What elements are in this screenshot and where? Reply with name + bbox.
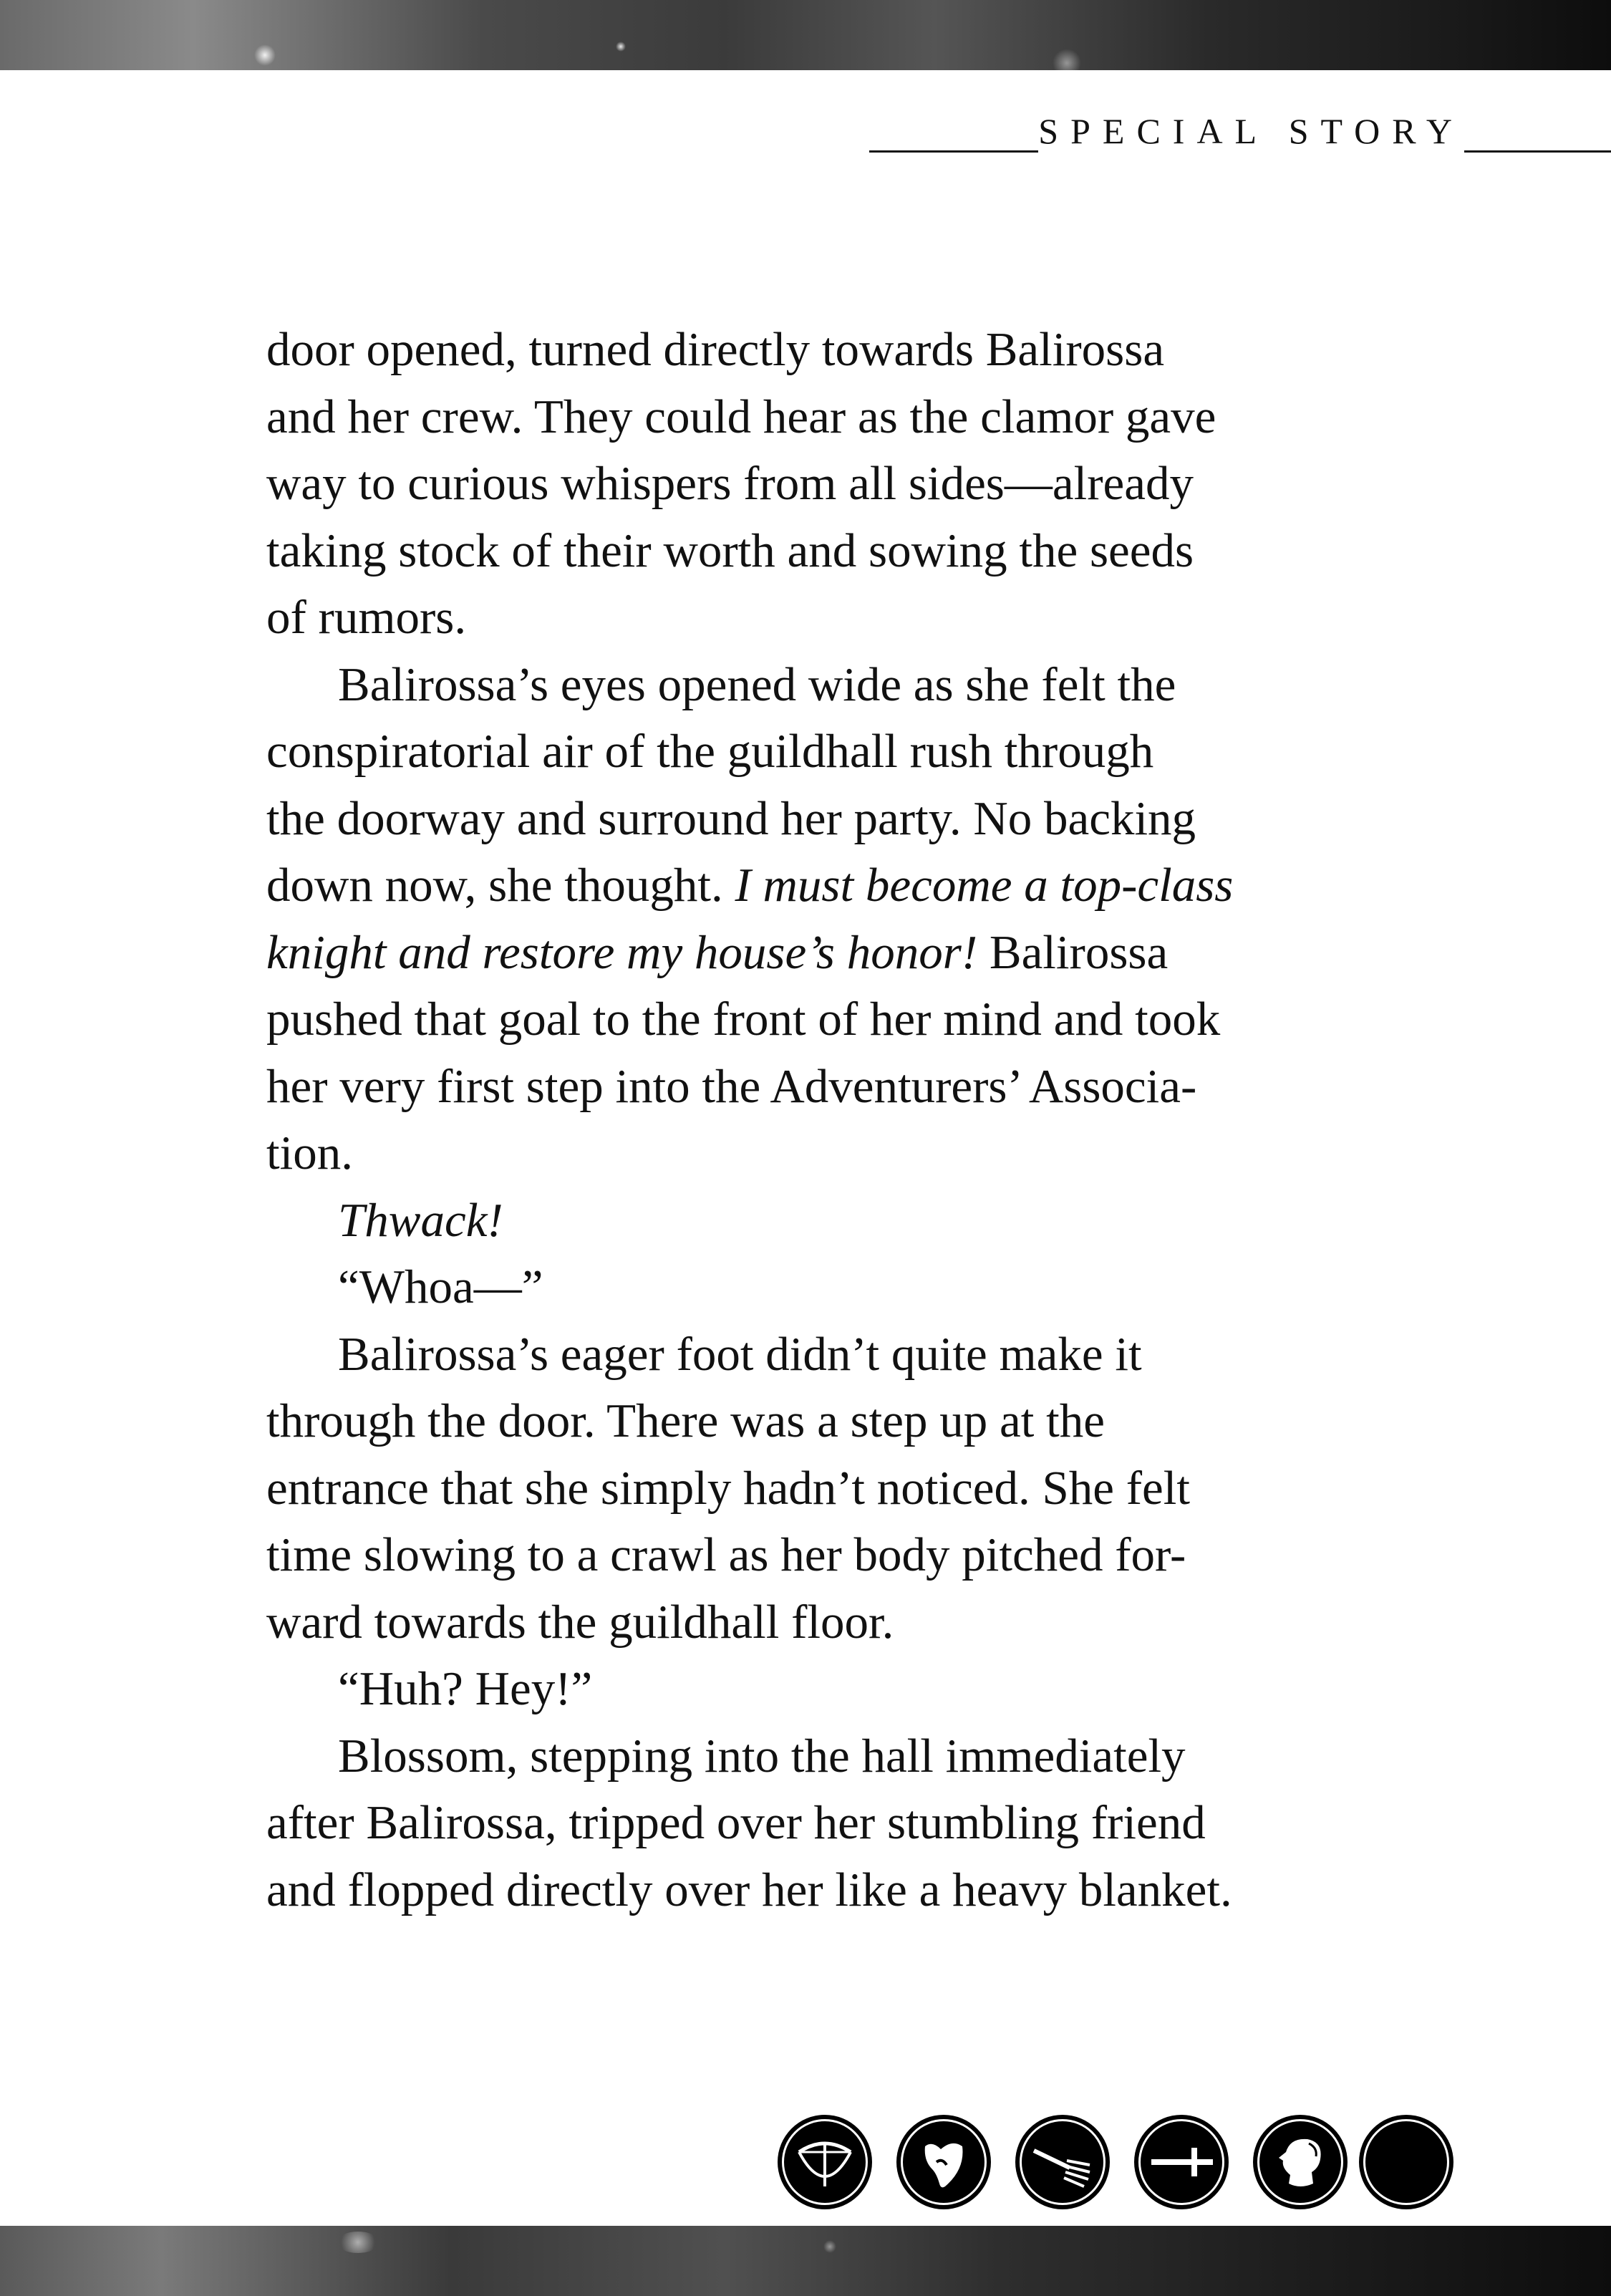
text-line: of rumors. <box>266 591 467 644</box>
bow-arrow-icon <box>778 2115 872 2209</box>
section-label: SPECIAL STORY <box>1038 113 1464 153</box>
sparkle-decoration <box>337 2232 379 2253</box>
text-line: conspiratorial air of the guildhall rush through <box>266 725 1154 778</box>
fork-utensil-icon <box>1015 2115 1110 2209</box>
text-run: Balirossa <box>977 925 1169 979</box>
italic-thought: I must become a top-class <box>735 859 1234 912</box>
text-line: after Balirossa, tripped over her stumbling friend <box>266 1796 1206 1849</box>
text-line: tion. <box>266 1127 353 1180</box>
text-line: through the door. There was a step up at the <box>266 1394 1105 1447</box>
sparkle-decoration <box>616 42 626 52</box>
running-header <box>869 113 1611 153</box>
text-line: way to curious whispers from all sides—already <box>266 457 1194 510</box>
text-line: Blossom, stepping into the hall immediately <box>338 1729 1186 1783</box>
text-line-mixed <box>266 852 1412 920</box>
top-decorative-band <box>0 0 1611 70</box>
text-line: ward towards the guildhall floor. <box>266 1595 894 1649</box>
text-line: her very first step into the Adventurers’ Associa- <box>266 1059 1197 1113</box>
text-line: time slowing to a crawl as her body pitched for- <box>266 1528 1186 1581</box>
text-line: pushed that goal to the front of her mind and took <box>266 993 1221 1046</box>
head-profile-icon <box>1253 2115 1348 2209</box>
blank-circle-icon <box>1359 2115 1453 2209</box>
story-text <box>266 317 1412 1924</box>
dialogue-line: “Whoa—” <box>338 1260 543 1313</box>
text-line: and her crew. They could hear as the clamor gave <box>266 390 1216 443</box>
text-line: the doorway and surround her party. No backing <box>266 791 1196 845</box>
bottom-decorative-band <box>0 2226 1611 2296</box>
sparkle-decoration <box>1053 49 1081 70</box>
text-line: Balirossa’s eyes opened wide as she felt the <box>338 657 1176 711</box>
text-line: and flopped directly over her like a heavy blanket. <box>266 1863 1232 1916</box>
sparkle-decoration <box>254 44 276 66</box>
sound-effect: Thwack! <box>338 1193 503 1247</box>
text-line: Balirossa’s eager foot didn’t quite make it <box>338 1327 1142 1381</box>
text-line-mixed <box>266 920 1412 987</box>
text-line: taking stock of their worth and sowing the seeds <box>266 524 1194 577</box>
sword-icon <box>1134 2115 1229 2209</box>
shield-heart-icon <box>896 2115 991 2209</box>
text-line: door opened, turned directly towards Balirossa <box>266 323 1165 376</box>
sparkle-decoration <box>823 2240 836 2253</box>
text-line: entrance that she simply hadn’t noticed. She felt <box>266 1461 1191 1515</box>
text-run: down now, she thought. <box>266 859 735 912</box>
italic-thought: knight and restore my house’s honor! <box>266 925 978 979</box>
dialogue-line: “Huh? Hey!” <box>338 1662 593 1715</box>
